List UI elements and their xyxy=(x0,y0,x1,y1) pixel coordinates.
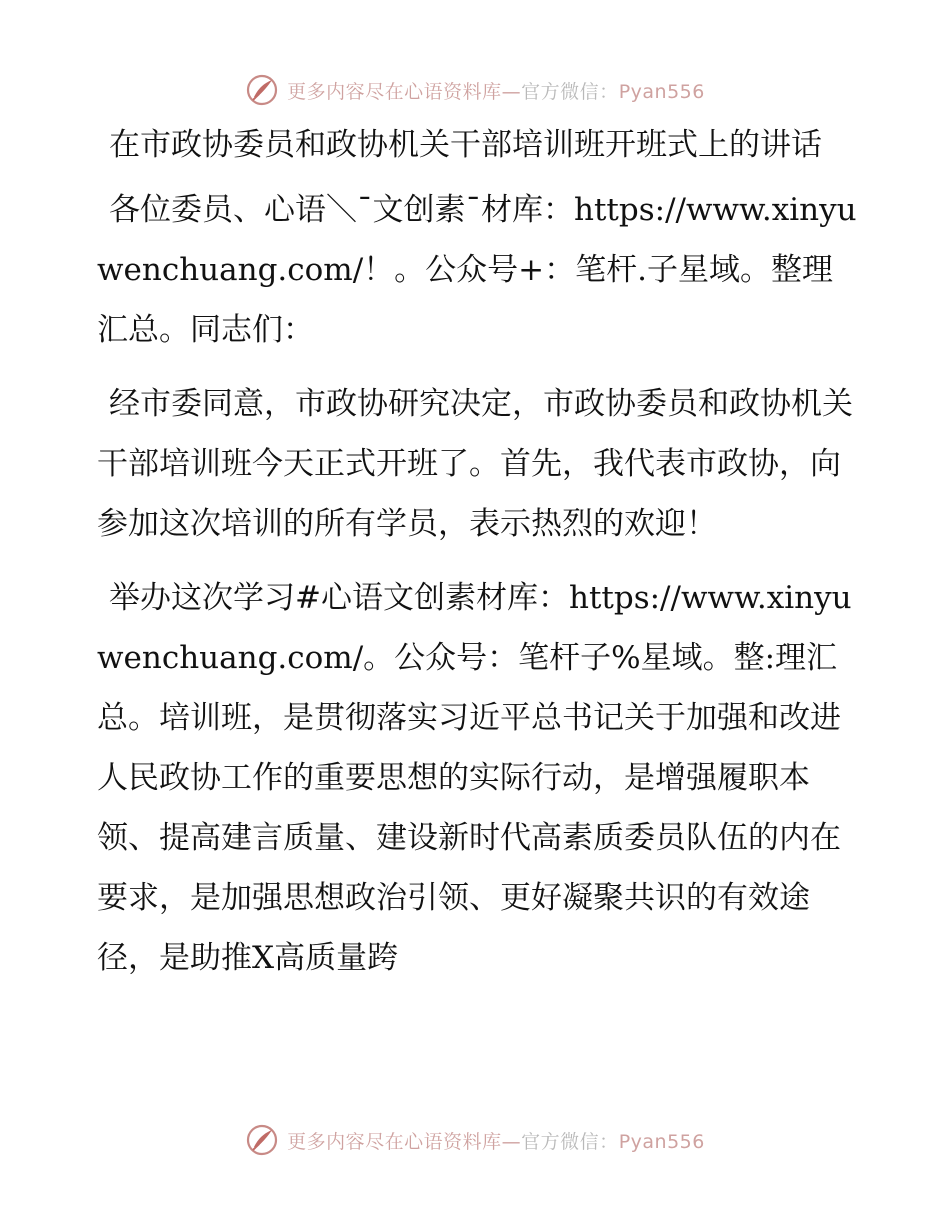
document-body xyxy=(97,122,857,1002)
paragraph: 举办这次学习#心语文创素材库：https://www.xinyuwenchuang.com/。公众号：笔杆子%星域。整:理汇总。培训班，是贯彻落实习近平总书记关于加强和改进人民政协工作的重要思想的实际行动，是增强履职本领、提高建言质量、建设新时代高素质委员队伍的内在要求，是加强思想政治引领、更好凝聚共识的有效途径，是助推X高质量跨 xyxy=(97,580,852,976)
paragraph: 各位委员、心语＼¯文创素¯材库：https://www.xinyuwenchuang.com/！。公众号+：笔杆.子星域。整理汇总。同志们： xyxy=(97,192,857,348)
quill-logo-icon xyxy=(245,73,279,107)
header-watermark-banner xyxy=(0,70,950,110)
document-title: 在市政协委员和政协机关干部培训班开班式上的讲话 xyxy=(109,127,822,163)
watermark-text: 更多内容尽在心语资料库—官方微信：Pyan556 xyxy=(287,80,705,103)
watermark-text: 更多内容尽在心语资料库—官方微信：Pyan556 xyxy=(287,1130,705,1153)
paragraph: 经市委同意，市政协研究决定，市政协委员和政协机关干部培训班今天正式开班了。首先，我代表市政协，向参加这次培训的所有学员，表示热烈的欢迎！ xyxy=(97,386,853,542)
quill-logo-icon xyxy=(245,1123,279,1157)
footer-watermark-banner xyxy=(0,1120,950,1160)
